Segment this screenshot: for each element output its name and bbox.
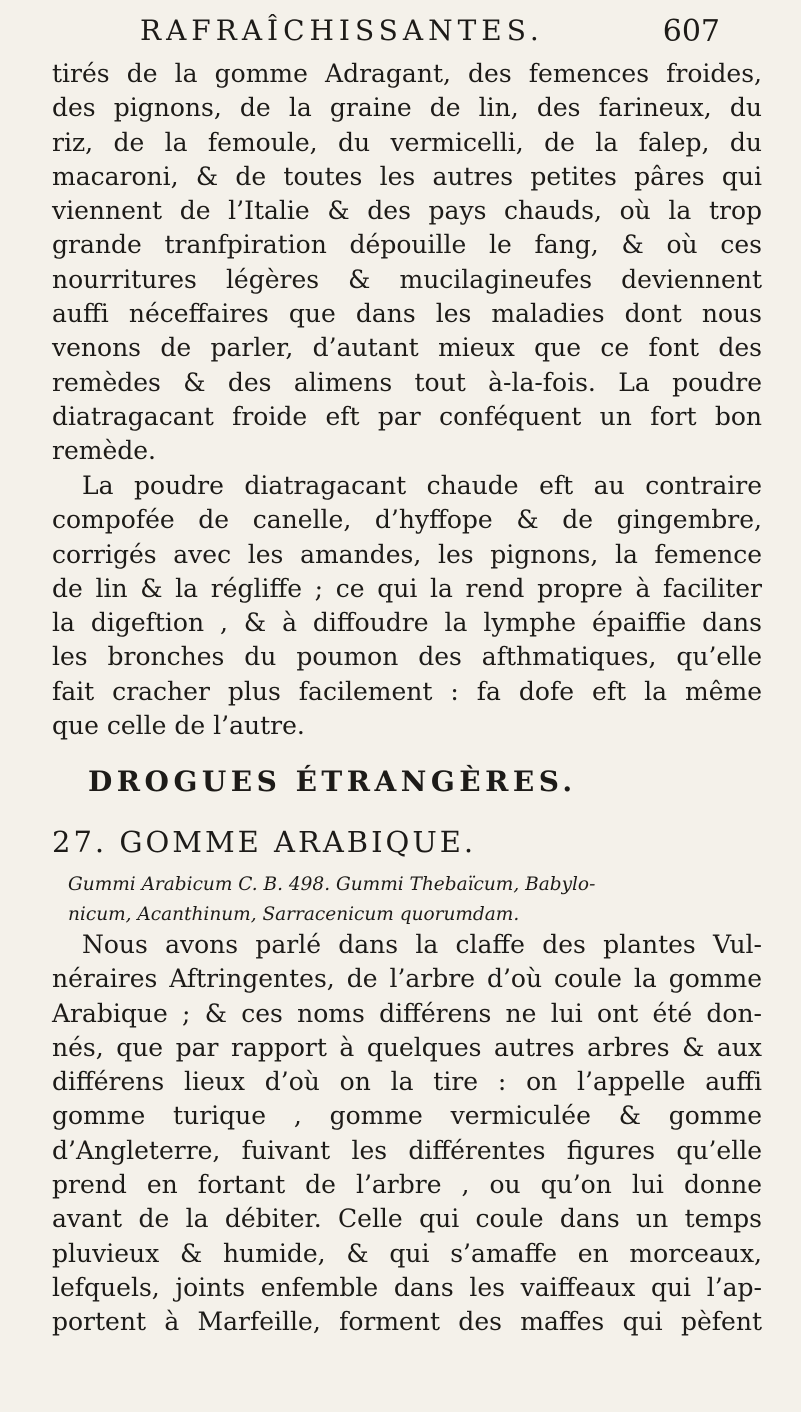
- text-line: différens lieux d’où on la tire : on l’appelle auffi: [52, 1067, 762, 1097]
- synonym-line: Gummi Arabicum C. B. 498. Gummi Thebaïcum, Babylo-: [68, 874, 596, 895]
- text-line: fait cracher plus facilement : fa dofe eft la même: [52, 676, 762, 706]
- text-line: néraires Aftringentes, de l’arbre d’où coule la gomme: [52, 964, 762, 994]
- text-line: remède.: [52, 436, 156, 466]
- running-title: RAFRAÎCHISSANTES.: [140, 14, 544, 47]
- text-line: riz, de la femoule, du vermicelli, de la falep, du: [52, 127, 762, 157]
- synonyms-block: [68, 870, 758, 930]
- text-line: tirés de la gomme Adragant, des femences froides,: [52, 59, 762, 88]
- text-line: lefquels, joints enfemble dans les vaiffeaux qui l’ap-: [52, 1272, 762, 1302]
- text-line: remèdes & des alimens tout à-la-fois. La poudre: [52, 367, 762, 397]
- text-line: auffi néceffaires que dans les maladies dont nous: [52, 299, 762, 329]
- text-line: que celle de l’autre.: [52, 711, 305, 741]
- text-line: venons de parler, d’autant mieux que ce font des: [52, 333, 762, 363]
- text-line: La poudre diatragacant chaude eft au contraire: [82, 471, 762, 500]
- text-line: viennent de l’Italie & des pays chauds, où la trop: [52, 196, 762, 226]
- text-line: avant de la débiter. Celle qui coule dans un temps: [52, 1204, 762, 1234]
- text-line: grande tranfpiration dépouille le fang, & où ces: [52, 230, 762, 260]
- page-number: 607: [662, 14, 720, 49]
- text-line: nés, que par rapport à quelques autres arbres & aux: [52, 1032, 762, 1062]
- section-heading: DROGUES ÉTRANGÈRES.: [88, 765, 577, 798]
- text-line: de lin & la régliffe ; ce qui la rend propre à faciliter: [52, 573, 762, 603]
- text-line: pluvieux & humide, & qui s’amaffe en morceaux,: [52, 1238, 762, 1268]
- text-line: Arabique ; & ces noms différens ne lui ont été don-: [52, 998, 762, 1028]
- text-line: corrigés avec les amandes, les pignons, la femence: [52, 539, 762, 569]
- text-line: des pignons, de la graine de lin, des farineux, du: [52, 93, 762, 123]
- text-line: nourritures légères & mucilagineufes deviennent: [52, 264, 762, 294]
- text-line: les bronches du poumon des afthmatiques, qu’elle: [52, 642, 762, 672]
- paragraph-1: [52, 57, 762, 469]
- text-line: prend en fortant de l’arbre , ou qu’on lui donne: [52, 1170, 762, 1200]
- text-line: compofée de canelle, d’hyffope & de gingembre,: [52, 505, 762, 535]
- entry-heading: 27. GOMME ARABIQUE.: [52, 825, 477, 859]
- text-line: d’Angleterre, fuivant les différentes figures qu’elle: [52, 1135, 762, 1165]
- text-line: macaroni, & de toutes les autres petites pâres qui: [52, 161, 762, 191]
- text-line: gomme turique , gomme vermiculée & gomme: [52, 1101, 762, 1131]
- text-line: Nous avons parlé dans la claffe des plantes Vul-: [82, 930, 762, 959]
- text-line: diatragacant froide eft par conféquent un fort bon: [52, 401, 762, 431]
- running-header: [140, 14, 720, 47]
- paragraph-2: [52, 469, 762, 743]
- text-line: portent à Marfeille, forment des maffes qui pèfent: [52, 1307, 762, 1337]
- synonym-line: nicum, Acanthinum, Sarracenicum quorumdam.: [68, 904, 520, 925]
- text-line: la digeftion , & à diffoudre la lymphe épaiffie dans: [52, 608, 762, 638]
- paragraph-3: [52, 928, 762, 1340]
